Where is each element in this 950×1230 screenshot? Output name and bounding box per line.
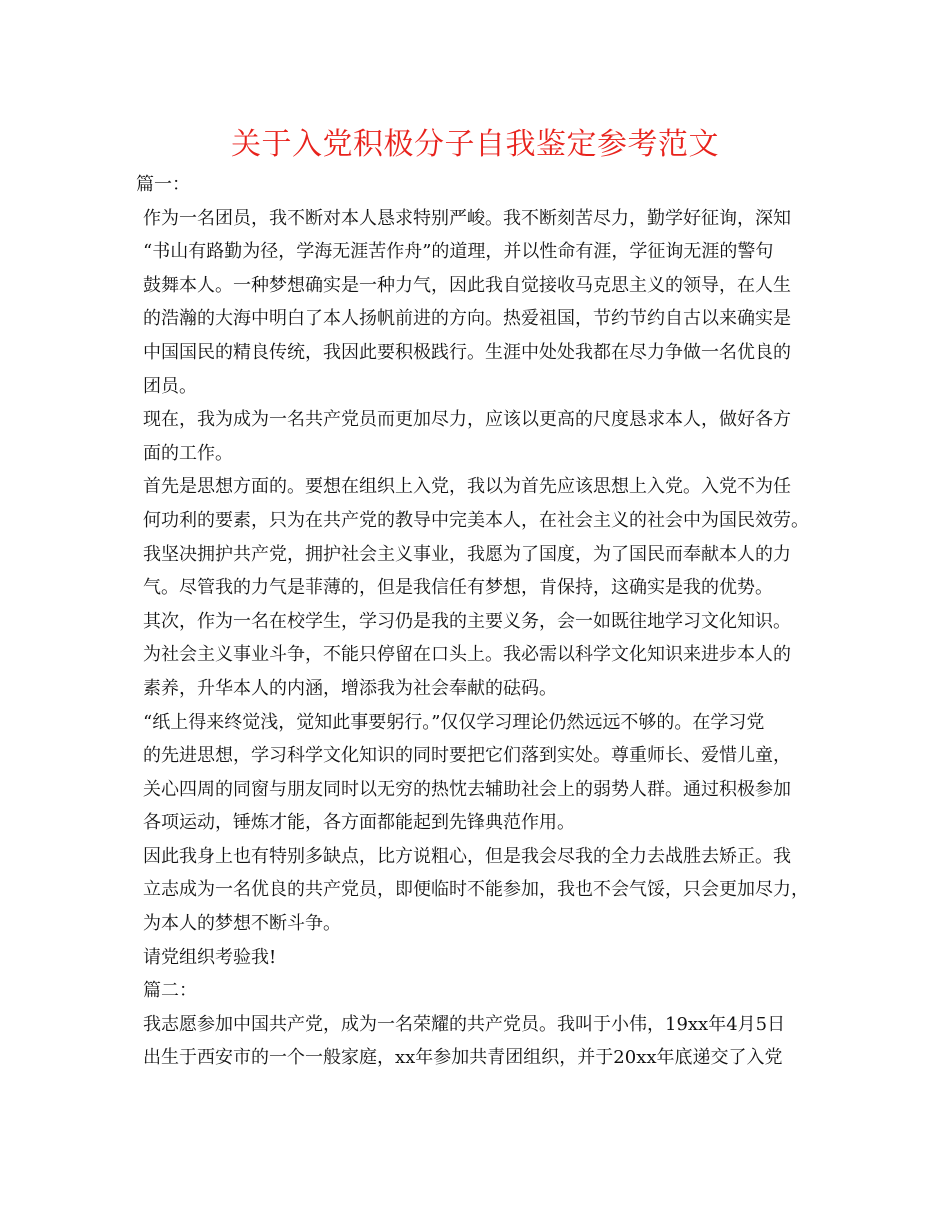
paragraph-line: 作为一名团员，我不断对本人恳求特别严峻。我不断刻苦尽力，勤学好征询，深知 (143, 207, 791, 229)
section-heading-2: 篇二： (143, 980, 197, 1002)
paragraph-line: 现在，我为成为一名共产党员而更加尽力，应该以更高的尺度恳求本人，做好各方 (143, 409, 791, 431)
paragraph-line: 出生于西安市的一个一般家庭，xx年参加共青团组织，并于20xx年底递交了入党 (143, 1047, 783, 1069)
paragraph-line: “书山有路勤为径，学海无涯苦作舟”的道理，并以性命有涯，学征询无涯的警句 (143, 241, 774, 263)
section-heading-1: 篇一： (136, 174, 190, 195)
paragraph-line: 为社会主义事业斗争，不能只停留在口头上。我必需以科学文化知识来进步本人的 (143, 644, 791, 666)
paragraph-line: 面的工作。 (143, 442, 233, 464)
paragraph-line: 我志愿参加中国共产党，成为一名荣耀的共产党员。我叫于小伟，19xx年4月5日 (143, 1013, 786, 1035)
paragraph-line: 立志成为一名优良的共产党员，即便临时不能参加，我也不会气馁，只会更加尽力， (143, 879, 809, 901)
paragraph-line: 中国国民的精良传统，我因此要积极践行。生涯中处处我都在尽力争做一名优良的 (143, 341, 791, 363)
paragraph-line: 的浩瀚的大海中明白了本人扬帆前进的方向。热爱祖国，节约节约自古以来确实是 (143, 308, 791, 330)
paragraph-line: 其次，作为一名在校学生，学习仍是我的主要义务，会一如既往地学习文化知识。 (143, 610, 791, 632)
paragraph-line: 首先是思想方面的。要想在组织上入党，我以为首先应该思想上入党。入党不为任 (143, 476, 791, 498)
document-title: 关于入党积极分子自我鉴定参考范文 (231, 127, 719, 162)
paragraph-line: 气。尽管我的力气是菲薄的，但是我信任有梦想，肯保持，这确实是我的优势。 (143, 577, 773, 599)
paragraph-line: 为本人的梦想不断斗争。 (143, 913, 341, 935)
paragraph-line: 因此我身上也有特别多缺点，比方说粗心，但是我会尽我的全力去战胜去矫正。我 (143, 845, 791, 867)
document-body (136, 168, 843, 1075)
paragraph-line: 的先进思想，学习科学文化知识的同时要把它们落到实处。尊重师长、爱惜儿童， (143, 745, 791, 767)
paragraph-line: 素养，升华本人的内涵，增添我为社会奉献的砝码。 (143, 677, 557, 699)
paragraph-line: 我坚决拥护共产党，拥护社会主义事业，我愿为了国度，为了国民而奉献本人的力 (143, 543, 791, 565)
paragraph-line: 各项运动，锤炼才能，各方面都能起到先锋典范作用。 (143, 812, 575, 834)
paragraph-line: 鼓舞本人。一种梦想确实是一种力气，因此我自觉接收马克思主义的领导，在人生 (143, 274, 791, 296)
paragraph-line: 团员。 (143, 375, 197, 397)
paragraph-line: 请党组织考验我! (143, 946, 277, 968)
paragraph-line: 何功利的要素，只为在共产党的教导中完美本人，在社会主义的社会中为国民效劳。 (143, 509, 809, 531)
paragraph-line: 关心四周的同窗与朋友同时以无穷的热忱去辅助社会上的弱势人群。通过积极参加 (143, 778, 791, 800)
paragraph-line: “纸上得来终觉浅，觉知此事要躬行。”仅仅学习理论仍然远远不够的。在学习党 (143, 711, 765, 733)
